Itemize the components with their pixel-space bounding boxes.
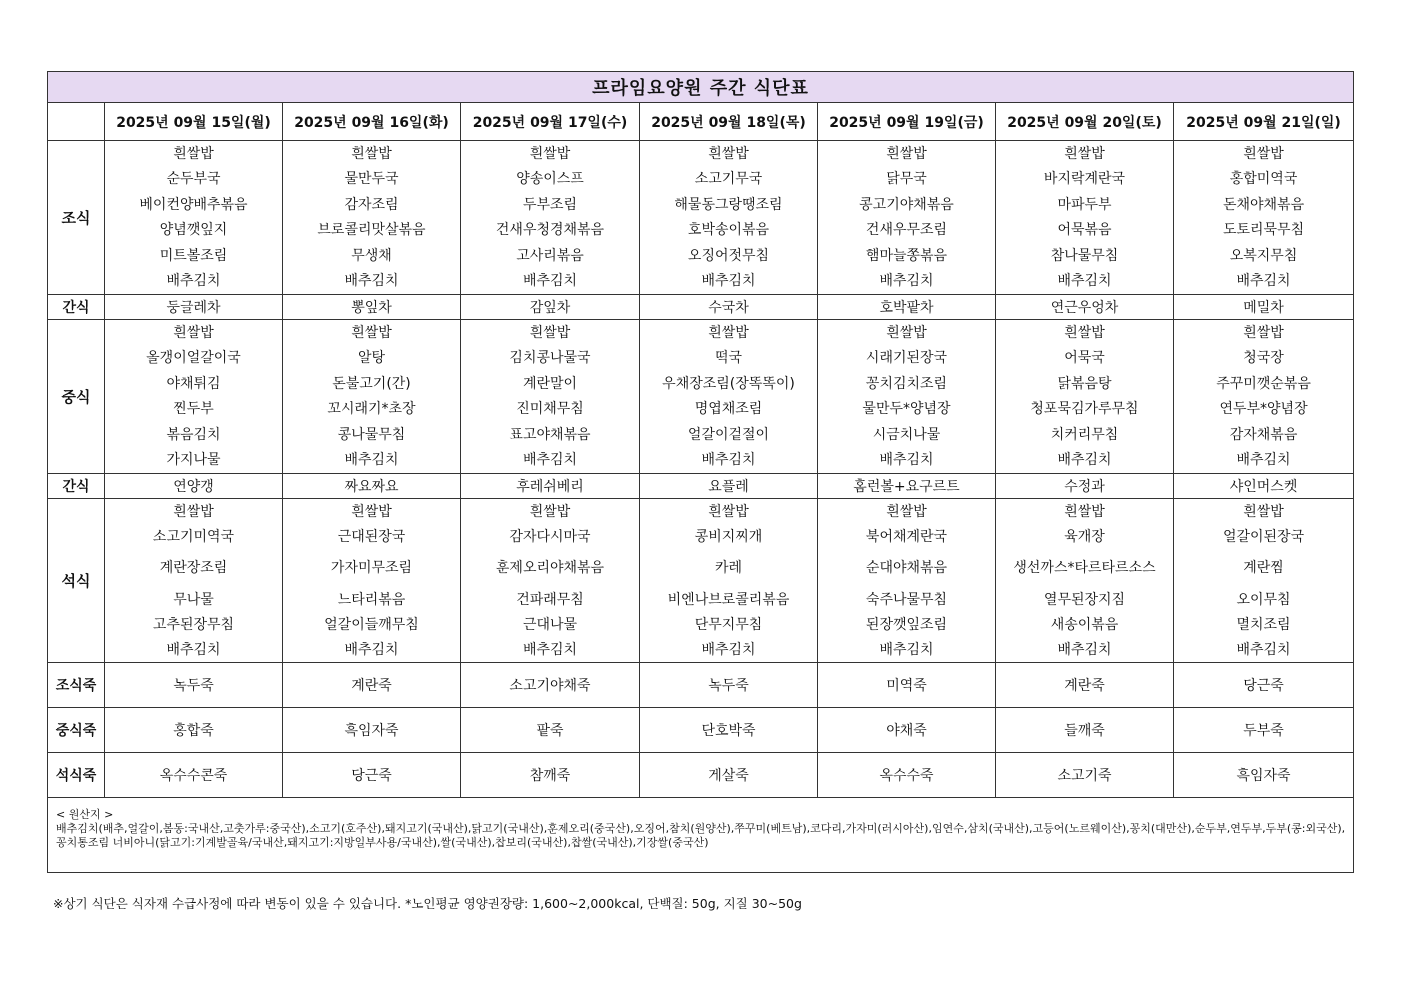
- dish-item: 배추김치: [701, 273, 756, 290]
- dinner-cell: [1174, 499, 1354, 663]
- dish-item: 멸치조림: [1236, 616, 1291, 633]
- snack2-item: 수정과: [996, 474, 1174, 499]
- lunch-cell: [996, 320, 1174, 474]
- dinner-cell: [996, 499, 1174, 663]
- dish-item: 흰쌀밥: [529, 145, 571, 162]
- dish-item: 배추김치: [879, 452, 934, 469]
- dish-item: 배추김치: [1236, 273, 1291, 290]
- dish-item: 베이컨양배추볶음: [139, 196, 248, 213]
- dinner-cell: [818, 499, 996, 663]
- dish-item: 양송이스프: [516, 171, 584, 188]
- weekly-menu-table: [47, 71, 1354, 873]
- dinner_porridge-item: 참깨죽: [461, 753, 640, 798]
- dish-item: 감자다시마국: [509, 528, 591, 545]
- dish-item: 숙주나물무침: [865, 591, 948, 608]
- breakfast-cell: [105, 141, 283, 295]
- dish-item: 청포묵김가루무침: [1030, 401, 1139, 418]
- dish-item: 흰쌀밥: [1064, 503, 1105, 520]
- dish-item: 고추된장무침: [152, 616, 235, 633]
- day-header: 2025년 09월 20일(토): [996, 103, 1174, 141]
- snack2-item: 연양갱: [105, 474, 283, 499]
- dish-item: 참나물무침: [1050, 247, 1119, 264]
- dish-item: 닭볶음탕: [1057, 375, 1112, 392]
- dish-item: 배추김치: [701, 452, 756, 469]
- dish-item: 주꾸미깻순볶음: [1216, 375, 1311, 392]
- label-dinner-porridge: 석식죽: [48, 753, 105, 798]
- snack1-item: 메밀차: [1174, 295, 1354, 320]
- breakfast-cell: [1174, 141, 1354, 295]
- dish-item: 흰쌀밥: [1243, 324, 1284, 341]
- dish-item: 무나물: [173, 591, 214, 608]
- dish-item: 브로콜리맛살볶음: [317, 222, 426, 239]
- dish-item: 흰쌀밥: [351, 324, 392, 341]
- day-header: 2025년 09월 16일(화): [283, 103, 461, 141]
- dish-item: 도토리묵무침: [1222, 222, 1305, 239]
- dish-item: 배추김치: [1236, 452, 1291, 469]
- label-breakfast: 조식: [48, 141, 105, 295]
- dish-item: 돈채야채볶음: [1222, 196, 1305, 213]
- dish-item: 청국장: [1243, 350, 1284, 367]
- dish-item: 비엔나브로콜리볶음: [667, 591, 790, 608]
- dish-item: 연두부*양념장: [1219, 401, 1308, 418]
- dish-item: 고사리볶음: [516, 247, 584, 264]
- dish-item: 오이무침: [1236, 591, 1291, 608]
- lunch_porridge-item: 들깨죽: [996, 708, 1174, 753]
- lunch_porridge-item: 흑임자죽: [283, 708, 461, 753]
- dish-item: 올갱이얼갈이국: [146, 350, 241, 367]
- dish-item: 흰쌀밥: [173, 503, 214, 520]
- dish-item: 건새우청경채볶음: [495, 222, 605, 239]
- dish-item: 마파두부: [1057, 196, 1112, 213]
- lunch-cell: [105, 320, 283, 474]
- snack1-item: 둥글레차: [105, 295, 283, 320]
- day-header: 2025년 09월 19일(금): [818, 103, 996, 141]
- dish-item: 배추김치: [344, 273, 399, 290]
- dinner_porridge-item: 옥수수죽: [818, 753, 996, 798]
- dish-item: 단무지무침: [694, 616, 763, 633]
- snack2-item: 요플레: [640, 474, 818, 499]
- dinner-cell: [283, 499, 461, 663]
- dish-item: 배추김치: [522, 273, 578, 290]
- dinner-cell: [640, 499, 818, 663]
- dish-item: 배추김치: [1236, 641, 1291, 658]
- breakfast_porridge-item: 계란죽: [283, 663, 461, 708]
- dish-item: 꼬시래기*초장: [327, 401, 416, 418]
- dish-item: 김치콩나물국: [509, 350, 591, 367]
- dish-item: 흰쌀밥: [1064, 145, 1105, 162]
- label-lunch: 중식: [48, 320, 105, 474]
- dish-item: 흰쌀밥: [886, 145, 927, 162]
- dish-item: 흰쌀밥: [886, 324, 927, 341]
- dish-item: 콩고기야채볶음: [859, 196, 954, 213]
- label-snack1: 간식: [48, 295, 105, 320]
- dish-item: 콩비지찌개: [694, 528, 763, 545]
- lunch-cell: [283, 320, 461, 474]
- day-header: 2025년 09월 15일(월): [105, 103, 283, 141]
- dish-item: 배추김치: [166, 641, 221, 658]
- dish-item: 표고야채볶음: [509, 426, 591, 443]
- dish-item: 흰쌀밥: [351, 503, 392, 520]
- dish-item: 야채튀김: [166, 375, 221, 392]
- dish-item: 꽁치김치조림: [865, 375, 948, 392]
- breakfast_porridge-item: 미역죽: [818, 663, 996, 708]
- lunch_porridge-item: 홍합죽: [105, 708, 283, 753]
- dish-item: 근대된장국: [337, 528, 406, 545]
- dish-item: 흰쌀밥: [708, 503, 749, 520]
- dish-item: 근대나물: [522, 616, 578, 633]
- dish-item: 흰쌀밥: [351, 145, 392, 162]
- dish-item: 시금치나물: [872, 426, 941, 443]
- corner-cell: [48, 103, 105, 141]
- snack1-item: 연근우엉차: [996, 295, 1174, 320]
- dish-item: 시래기된장국: [865, 350, 948, 367]
- dish-item: 가지나물: [166, 452, 221, 469]
- breakfast-cell: [283, 141, 461, 295]
- dish-item: 흰쌀밥: [173, 324, 214, 341]
- breakfast_porridge-item: 녹두죽: [640, 663, 818, 708]
- snack2-item: 샤인머스켓: [1174, 474, 1354, 499]
- dish-item: 얼갈이들깨무침: [324, 616, 419, 633]
- lunch-cell: [640, 320, 818, 474]
- dish-item: 돈불고기(간): [332, 375, 411, 392]
- snack1-item: 호박팥차: [818, 295, 996, 320]
- dish-item: 배추김치: [879, 273, 934, 290]
- snack2-item: 홈런볼+요구르트: [818, 474, 996, 499]
- breakfast-cell: [996, 141, 1174, 295]
- dish-item: 배추김치: [344, 452, 399, 469]
- breakfast-cell: [461, 141, 640, 295]
- dish-item: 가자미무조림: [330, 560, 413, 576]
- dish-item: 소고기미역국: [152, 528, 235, 545]
- breakfast_porridge-item: 계란죽: [996, 663, 1174, 708]
- dish-item: 순두부국: [166, 171, 221, 188]
- dish-item: 치커리무침: [1050, 426, 1119, 443]
- dish-item: 감자채볶음: [1229, 426, 1298, 443]
- dish-item: 계란장조림: [159, 560, 228, 576]
- dish-item: 오징어젓무침: [687, 247, 770, 264]
- dish-item: 북어채계란국: [865, 528, 948, 545]
- origin-info: [48, 798, 1354, 873]
- dish-item: 배추김치: [1057, 273, 1112, 290]
- day-header: 2025년 09월 17일(수): [461, 103, 640, 141]
- dish-item: 흰쌀밥: [886, 503, 927, 520]
- dinner_porridge-item: 흑임자죽: [1174, 753, 1354, 798]
- dish-item: 어묵국: [1064, 350, 1105, 367]
- page-title: 프라임요양원 주간 식단표: [48, 72, 1354, 103]
- breakfast-cell: [640, 141, 818, 295]
- dish-item: 소고기무국: [694, 171, 763, 188]
- dish-item: 해물동그랑땡조림: [674, 196, 783, 213]
- dish-item: 된장깻잎조림: [865, 616, 948, 633]
- dish-item: 미트볼조림: [159, 247, 228, 264]
- dish-item: 흰쌀밥: [529, 503, 571, 520]
- lunch-cell: [1174, 320, 1354, 474]
- dish-item: 훈제오리야채볶음: [495, 560, 605, 576]
- dish-item: 알탕: [357, 350, 386, 367]
- dish-item: 콩나물무침: [337, 426, 406, 443]
- day-header: 2025년 09월 21일(일): [1174, 103, 1354, 141]
- snack1-item: 수국차: [640, 295, 818, 320]
- dish-item: 우채장조림(장똑똑이): [662, 375, 795, 392]
- snack2-item: 후레쉬베리: [461, 474, 640, 499]
- dish-item: 양념깻잎지: [159, 222, 228, 239]
- label-breakfast-porridge: 조식죽: [48, 663, 105, 708]
- dish-item: 볶음김치: [166, 426, 221, 443]
- dish-item: 명엽채조림: [694, 401, 763, 418]
- origin-heading: < 원산지 >: [56, 808, 114, 821]
- dish-item: 물만두*양념장: [862, 401, 951, 418]
- dish-item: 건새우무조림: [865, 222, 948, 239]
- dish-item: 물만두국: [344, 171, 399, 188]
- dish-item: 흰쌀밥: [1064, 324, 1105, 341]
- dish-item: 찐두부: [173, 401, 214, 418]
- dish-item: 배추김치: [344, 641, 399, 658]
- dish-item: 생선까스*타르타르소스: [1013, 560, 1156, 576]
- dish-item: 오복지무침: [1229, 247, 1298, 264]
- dish-item: 진미채무침: [516, 401, 584, 418]
- dish-item: 배추김치: [1057, 452, 1112, 469]
- dish-item: 배추김치: [166, 273, 221, 290]
- dish-item: 계란말이: [522, 375, 578, 392]
- dish-item: 닭무국: [886, 171, 927, 188]
- dish-item: 감자조림: [344, 196, 399, 213]
- dish-item: 배추김치: [879, 641, 934, 658]
- breakfast_porridge-item: 당근죽: [1174, 663, 1354, 708]
- dish-item: 호박송이볶음: [687, 222, 770, 239]
- dish-item: 순대야채볶음: [865, 560, 948, 576]
- lunch-cell: [461, 320, 640, 474]
- dinner_porridge-item: 소고기죽: [996, 753, 1174, 798]
- lunch_porridge-item: 두부죽: [1174, 708, 1354, 753]
- dinner-cell: [105, 499, 283, 663]
- dish-item: 바지락계란국: [1043, 171, 1126, 188]
- dish-item: 흰쌀밥: [1243, 145, 1284, 162]
- dish-item: 떡국: [714, 350, 743, 367]
- dish-item: 무생채: [351, 247, 392, 264]
- lunch-cell: [818, 320, 996, 474]
- dish-item: 얼갈이된장국: [1222, 528, 1305, 545]
- snack1-item: 뽕잎차: [283, 295, 461, 320]
- label-dinner: 석식: [48, 499, 105, 663]
- dinner-cell: [461, 499, 640, 663]
- lunch_porridge-item: 야채죽: [818, 708, 996, 753]
- snack2-item: 짜요짜요: [283, 474, 461, 499]
- dish-item: 두부조림: [522, 196, 578, 213]
- dish-item: 새송이볶음: [1050, 616, 1119, 633]
- dish-item: 햄마늘쫑볶음: [865, 247, 948, 264]
- breakfast_porridge-item: 소고기야채죽: [461, 663, 640, 708]
- dish-item: 배추김치: [1057, 641, 1112, 658]
- dinner_porridge-item: 게살죽: [640, 753, 818, 798]
- dish-item: 배추김치: [522, 452, 578, 469]
- dinner_porridge-item: 당근죽: [283, 753, 461, 798]
- dish-item: 어묵볶음: [1057, 222, 1112, 239]
- dish-item: 느타리볶음: [337, 591, 406, 608]
- dish-item: 흰쌀밥: [173, 145, 214, 162]
- day-header: 2025년 09월 18일(목): [640, 103, 818, 141]
- dish-item: 건파래무침: [516, 591, 584, 608]
- label-snack2: 간식: [48, 474, 105, 499]
- dish-item: 열무된장지짐: [1043, 591, 1126, 608]
- dish-item: 흰쌀밥: [529, 324, 571, 341]
- dinner_porridge-item: 옥수수콘죽: [105, 753, 283, 798]
- dish-item: 계란찜: [1243, 560, 1284, 576]
- dish-item: 홍합미역국: [1229, 171, 1298, 188]
- breakfast-cell: [818, 141, 996, 295]
- origin-text: 배추김치(배추,얼갈이,봄동:국내산,고춧가루:중국산),소고기(호주산),돼지고기(국내산),닭고기(국내산),훈제오리(중국산),오징어,참치(원양산),쭈꾸미(베트남),코다리,가자미(러시아산),임연수,삼치(국내산),고등어(노르웨이산),꽁치(대만산),순두부,연두부,두부(콩:외국산),꽁치통조림 너비아니(닭고기:기계발골육/국내산,돼지고기:지방일부사용/국내산),쌀(국내산),찹보리(국내산),찹쌀(국내산),기장쌀(중국산): [56, 822, 1346, 849]
- dish-item: 배추김치: [522, 641, 578, 658]
- snack1-item: 감잎차: [461, 295, 640, 320]
- dish-item: 흰쌀밥: [708, 145, 749, 162]
- dish-item: 얼갈이겉절이: [687, 426, 770, 443]
- dish-item: 흰쌀밥: [1243, 503, 1284, 520]
- dish-item: 카레: [714, 560, 743, 576]
- dish-item: 육개장: [1064, 528, 1105, 545]
- breakfast_porridge-item: 녹두죽: [105, 663, 283, 708]
- label-lunch-porridge: 중식죽: [48, 708, 105, 753]
- lunch_porridge-item: 단호박죽: [640, 708, 818, 753]
- notice-text: ※상기 식단은 식자재 수급사정에 따라 변동이 있을 수 있습니다. *노인평균 영양권장량: 1,600~2,000kcal, 단백질: 50g, 지질 30~50g: [53, 896, 802, 911]
- dish-item: 흰쌀밥: [708, 324, 749, 341]
- lunch_porridge-item: 팥죽: [461, 708, 640, 753]
- dish-item: 배추김치: [701, 641, 756, 658]
